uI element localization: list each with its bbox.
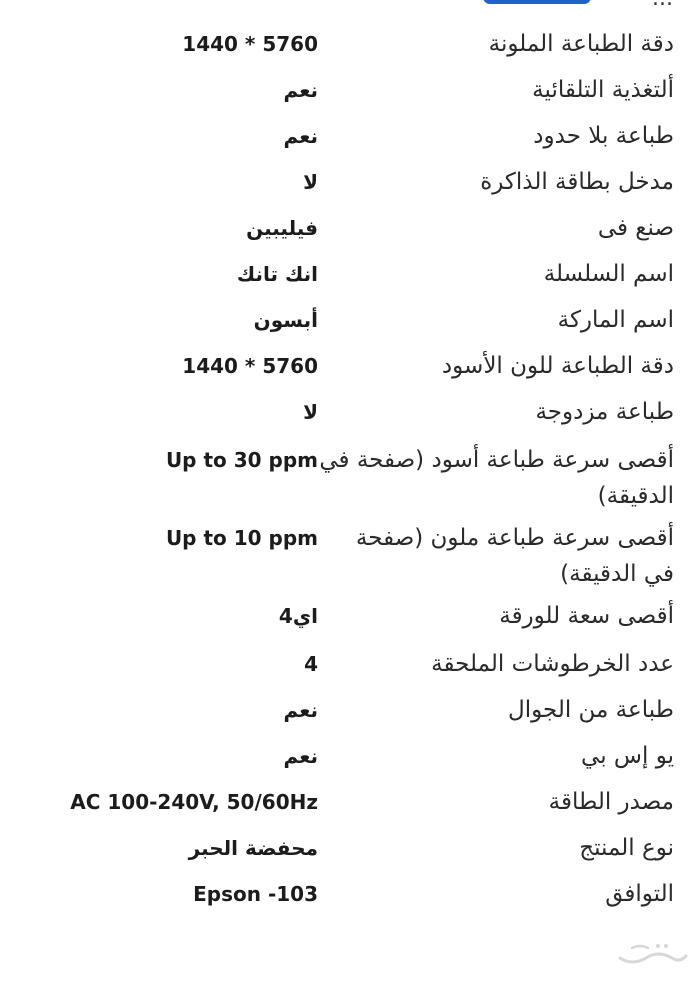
spec-label: دقة الطباعة للون الأسود	[441, 353, 674, 379]
spec-value: أبسون	[253, 308, 318, 332]
spec-label: أقصى سعة للورقة	[499, 603, 674, 629]
spec-value: Up to 30 ppm	[165, 448, 318, 472]
watermark-logo	[614, 936, 690, 970]
spec-value: محفضة الحبر	[188, 836, 318, 860]
spec-label: اسم السلسلة	[543, 261, 674, 287]
spec-value: AC 100-240V, 50/60Hz	[70, 790, 318, 814]
spec-value: 1440 * 5760	[182, 354, 318, 378]
spec-label: طباعة مزدوجة	[535, 399, 674, 425]
spec-value: 4	[304, 652, 318, 676]
spec-label: يو إس بي	[581, 743, 674, 769]
spec-value: فيليبين	[246, 216, 318, 240]
spec-label: صنع فى	[597, 215, 674, 241]
spec-value: نعم	[283, 744, 318, 768]
spec-label: أقصى سرعة طباعة ملون (صفحة في الدقيقة)	[355, 525, 674, 587]
spec-value: نعم	[283, 124, 318, 148]
spec-label: ألتغذية التلقائية	[532, 77, 674, 103]
spec-value: اي4	[278, 604, 318, 628]
spec-value: Up to 10 ppm	[165, 526, 318, 550]
spec-label: عدد الخرطوشات الملحقة	[431, 651, 674, 677]
spec-label: مدخل بطاقة الذاكرة	[480, 169, 674, 195]
spec-label: نوع المنتج	[579, 835, 674, 861]
spec-value: نعم	[283, 78, 318, 102]
spec-label: دقة الطباعة الملونة	[488, 31, 674, 57]
spec-value: انك تانك	[236, 262, 318, 286]
spec-label: طباعة بلا حدود	[533, 123, 674, 149]
spec-value: لا	[303, 170, 318, 194]
spec-value: 1440 * 5760	[182, 32, 318, 56]
spec-value: Epson -103	[193, 882, 318, 906]
spec-value: نعم	[283, 698, 318, 722]
spec-label: طباعة من الجوال	[508, 697, 674, 723]
spec-label: أقصى سرعة طباعة أسود (صفحة في الدقيقة)	[319, 447, 674, 509]
spec-label: التوافق	[605, 881, 674, 907]
spec-label: اسم الماركة	[557, 307, 674, 333]
spec-label: مصدر الطاقة	[548, 789, 674, 815]
spec-value: لا	[303, 400, 318, 424]
